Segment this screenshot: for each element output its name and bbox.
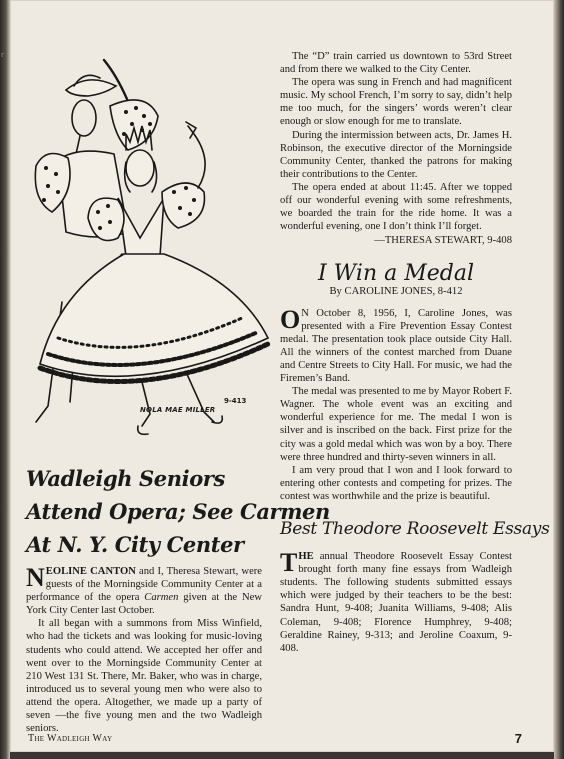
headline-line-2: Attend Opera; See Carmen <box>26 499 330 524</box>
right-column <box>280 50 550 655</box>
article2-paragraph-3: I am very proud that I won and I look forward to entering other contests and competing for prizes. The contest was worthwhile and the prize is beautiful. <box>280 464 512 502</box>
article2-byline: By CAROLINE JONES, 8-412 <box>329 285 463 297</box>
article1-signature: —THERESA STEWART, 9-408 <box>374 235 512 247</box>
artist-number: 9-413 <box>224 397 247 405</box>
article2-paragraph-1: O N October 8, 1956, I, Caroline Jones, was presented with a Fire Prevention Essay Contest medal. The presentation took place outside City Hall. All the winners of the contest marched from Duane and Centre Streets to City Hall. For music, we had the Firemen’s Band. <box>280 304 512 385</box>
article1-paragraph-3: The “D” train carried us downtown to 53rd Street and from there we walked to the City Center. <box>280 51 512 76</box>
article1-paragraph-6: The opera ended at about 11:45. After we topped off our wonderful evening with some refreshments, we boarded the train for the ride home. It was a wonderful evening, one I don’t think I’ll forget. <box>280 181 512 233</box>
book-binding: r <box>0 0 10 759</box>
article3-paragraph-1: THE annual Theodore Roosevelt Essay Contest brought forth many fine essays from Wadleigh students. The following students submitted essays which were judged by their teachers to be the best: Sandra Hunt, 9-408; Juanita Williams, 9-408; Alis Coleman, 9-408; Florence Humphrey, 9-408; Geraldine Rainey, 9-313; and Jeroline Coaxum, 9-408. <box>280 548 512 654</box>
headline-line-1: Wadleigh Seniors <box>26 466 225 491</box>
page-number: 7 <box>514 731 522 746</box>
dropcap: N <box>26 563 45 592</box>
left-column <box>26 462 330 735</box>
article1-paragraph-5: During the intermission between acts, Dr. James H. Robinson, the executive director of the Morningside Community Center, thanked the patrons for making their contributions to the Center. <box>280 129 512 180</box>
article3-title: Best Theodore Roosevelt Essays <box>280 519 550 539</box>
page-footer <box>28 733 522 744</box>
magazine-name: The Wadleigh Way <box>28 733 113 744</box>
article1-paragraph-2: It all began with a summons from Miss Winfield, who had the tickets and was looking for music-loving students who could attend. We accepted her offer and went over to the Morningside Community Center at 210 West 131 St. There, Mr. Baker, who was in charge, introduced us to several young men who were also to attend the opera. Altogether, we made up a party of seven —the five young men and the two Wadleigh seniors. <box>26 618 262 735</box>
magazine-page <box>10 0 554 752</box>
artist-signature: NOLA MAE MILLER <box>140 406 216 414</box>
article2-title: I Win a Medal <box>318 261 474 287</box>
article-headline <box>26 462 330 561</box>
article2-paragraph-2: The medal was presented to me by Mayor Robert F. Wagner. The whole event was an exciting and wonderful experience for me. The medal I won is silver and is inscribed on the back. First prize for the city was a gold medal which was won by a boy. There were three hundred and thirty-seven winners in all. <box>280 386 512 463</box>
page-edge <box>554 0 564 759</box>
article1-paragraph-4: The opera was sung in French and had magnificent music. My school French, I’m sorry to say, didn’t help me too much, for the singers’ words weren’t clear enough or slow enough for me to translate. <box>280 77 512 128</box>
article1-paragraph-1: NEOLINE CANTON and I, Theresa Stewart, were guests of the Morningside Community Center at a performance of the opera Carmen given at the New York City Center last October. <box>26 563 262 617</box>
headline-line-3: At N. Y. City Center <box>26 532 244 557</box>
